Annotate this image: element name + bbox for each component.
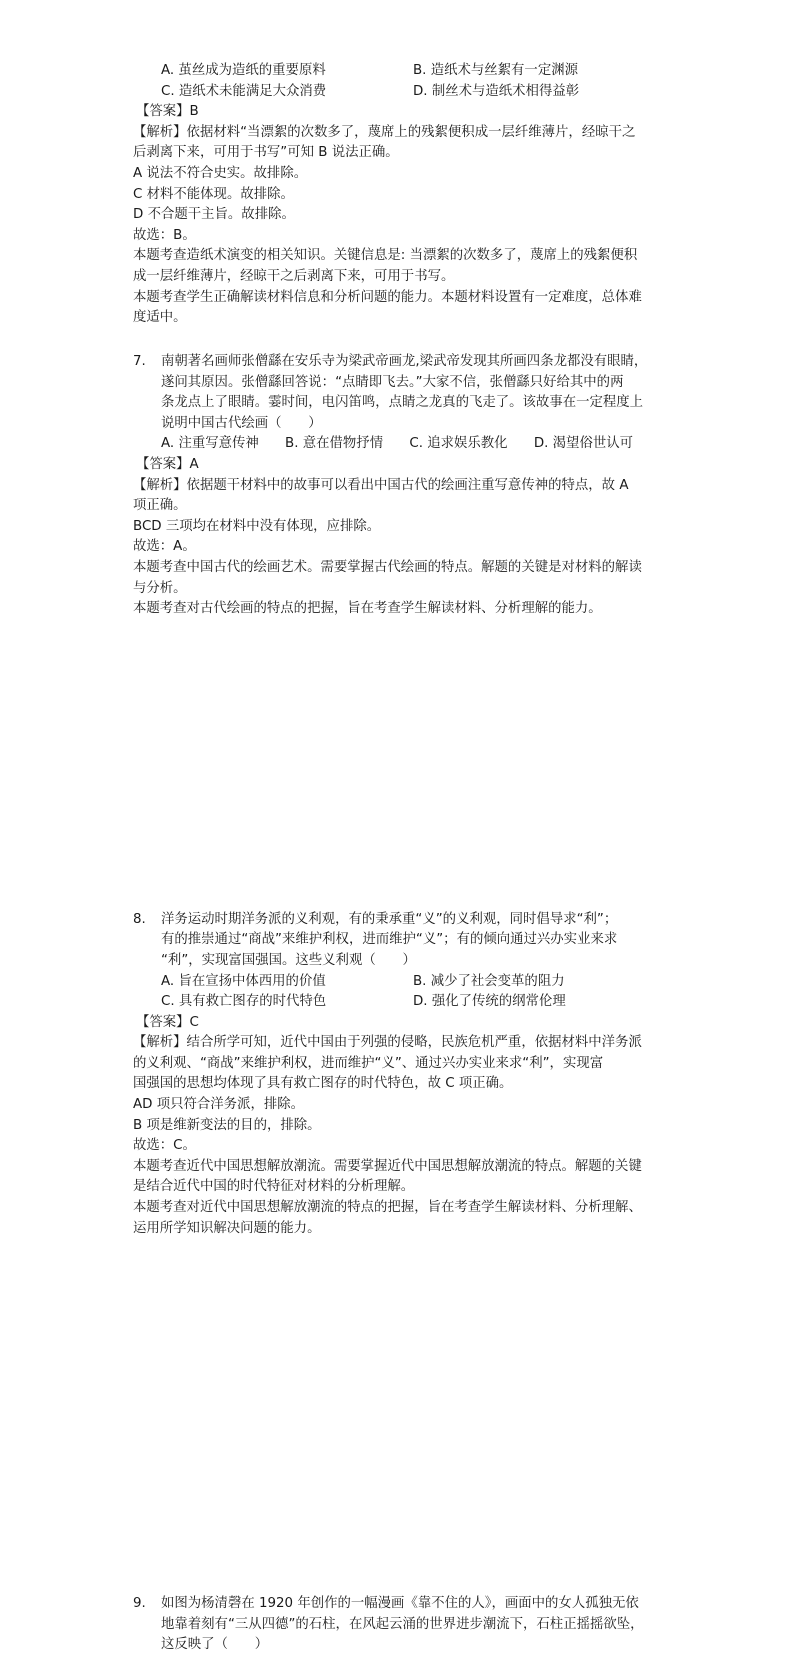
options-row-2 [133, 82, 665, 103]
analysis-line: 的义利观、“商战”来维护利权，进而维护“义”、通过兴办实业来求“利”，实现富 [133, 1055, 604, 1071]
question-number: 7. [133, 354, 146, 369]
analysis-line: A 说法不符合史实。故排除。 [133, 165, 308, 181]
analysis [133, 1033, 665, 1239]
analysis-line: 后剥离下来，可用于书写”可知 B 说法正确。 [133, 145, 399, 161]
analysis-line: 故选：A。 [133, 539, 196, 555]
analysis-line: 成一层纤维薄片，经晾干之后剥离下来，可用于书写。 [133, 268, 455, 284]
analysis-line: 本题考查对近代中国思想解放潮流的特点的把握，旨在考查学生解读材料、分析理解、 [133, 1200, 642, 1216]
options-row-1 [133, 61, 665, 82]
analysis-line: 与分析。 [133, 580, 187, 596]
stem-line: 遂问其原因。张僧繇回答说：“点睛即飞去。”大家不信，张僧繇只好给其中的两 [161, 374, 624, 390]
option-a: A. 茧丝成为造纸的重要原料 [161, 63, 326, 78]
option-b: B. 意在借物抒情 [285, 436, 384, 452]
stem-line: 洋务运动时期洋务派的义利观，有的秉承重“义”的义利观，同时倡导求“利”； [161, 911, 618, 927]
analysis-line: 故选：C。 [133, 1138, 196, 1154]
analysis-line: 度适中。 [133, 310, 187, 326]
stem-line: 地靠着刻有“三从四德”的石柱，在风起云涌的世界进步潮流下，石柱正摇摇欲坠， [161, 1616, 644, 1632]
option-c: C. 追求娱乐教化 [409, 436, 508, 452]
analysis-line: 项正确。 [133, 498, 187, 514]
analysis-line: 【解析】依据材料“当漂絮的次数多了，蔑席上的残絮便积成一层纤维薄片，经晾干之 [133, 124, 636, 140]
analysis-line: 本题考查中国古代的绘画艺术。需要掌握古代绘画的特点。解题的关键是对材料的解读 [133, 559, 642, 575]
analysis-line: 故选：B。 [133, 227, 196, 243]
answer: 【答案】B [136, 104, 199, 120]
analysis-line: 【解析】结合所学可知，近代中国由于列强的侵略，民族危机严重，依据材料中洋务派 [133, 1035, 642, 1051]
option-d: D. 强化了传统的纲常伦理 [413, 994, 566, 1010]
analysis-line: C 材料不能体现。故排除。 [133, 186, 294, 202]
option-d: D. 渴望俗世认可 [533, 436, 634, 452]
stem-line: 说明中国古代绘画（ ） [161, 415, 322, 431]
analysis-line: 国强国的思想均体现了具有救亡图存的时代特色，故 C 项正确。 [133, 1076, 513, 1092]
analysis-line: BCD 三项均在材料中没有体现，应排除。 [133, 518, 381, 534]
question-number: 9. [133, 1596, 146, 1612]
analysis-line: AD 项只符合洋务派，排除。 [133, 1097, 305, 1113]
stem-line: 这反映了（ ） [161, 1637, 269, 1653]
options-row [133, 434, 665, 455]
analysis-line: B 项是维新变法的目的，排除。 [133, 1117, 321, 1133]
stem-line: 有的推崇通过“商战”来维护利权，进而维护“义”；有的倾向通过兴办实业来求 [161, 932, 618, 948]
analysis-line: 运用所学知识解决问题的能力。 [133, 1220, 321, 1236]
answer: 【答案】A [136, 456, 199, 472]
option-c: C. 具有救亡图存的时代特色 [161, 994, 327, 1010]
analysis [133, 123, 665, 329]
question-9 [133, 1594, 665, 1656]
option-c: C. 造纸术未能满足大众消费 [161, 83, 327, 99]
analysis-line: 本题考查造纸术演变的相关知识。关键信息是: 当漂絮的次数多了，蔑席上的残絮便积 [133, 248, 638, 264]
option-b: B. 造纸术与丝絮有一定渊源 [413, 63, 578, 78]
question-8 [133, 910, 665, 1240]
analysis [133, 476, 665, 620]
stem-line: “利”，实现富国强国。这些义利观（ ） [161, 952, 416, 968]
options-row-1 [133, 972, 665, 993]
analysis-line: 【解析】依据题干材料中的故事可以看出中国古代的绘画注重写意传神的特点，故 A [133, 477, 629, 493]
question-stem [133, 910, 665, 972]
option-a: A. 旨在宣扬中体西用的价值 [161, 973, 326, 989]
question-7 [133, 352, 665, 620]
question-stem [133, 1594, 665, 1656]
analysis-line: 本题考查对古代绘画的特点的把握，旨在考查学生解读材料、分析理解的能力。 [133, 601, 602, 617]
analysis-line: 本题考查近代中国思想解放潮流。需要掌握近代中国思想解放潮流的特点。解题的关键 [133, 1158, 642, 1174]
options-row-2 [133, 992, 665, 1013]
analysis-line: 本题考查学生正确解读材料信息和分析问题的能力。本题材料设置有一定难度，总体难 [133, 289, 642, 305]
question-stem [133, 352, 665, 434]
stem-line: 条龙点上了眼睛。霎时间，电闪笛鸣，点睛之龙真的飞走了。该故事在一定程度上 [161, 395, 644, 411]
option-d: D. 制丝术与造纸术相得益彰 [413, 83, 580, 99]
option-b: B. 减少了社会变革的阻力 [413, 973, 565, 989]
answer: 【答案】C [136, 1014, 199, 1030]
question-number: 8. [133, 911, 146, 927]
question-6-tail [133, 61, 665, 329]
stem-line: 南朝著名画师张僧繇在安乐寺为梁武帝画龙,梁武帝发现其所画四条龙都没有眼睛， [161, 354, 648, 369]
analysis-line: D 不合题干主旨。故排除。 [133, 207, 295, 223]
stem-line: 如图为杨清磬在 1920 年创作的一幅漫画《靠不住的人》，画面中的女人孤独无依 [161, 1596, 639, 1612]
option-a: A. 注重写意传神 [161, 436, 259, 452]
analysis-line: 是结合近代中国的时代特征对材料的分析理解。 [133, 1179, 415, 1195]
